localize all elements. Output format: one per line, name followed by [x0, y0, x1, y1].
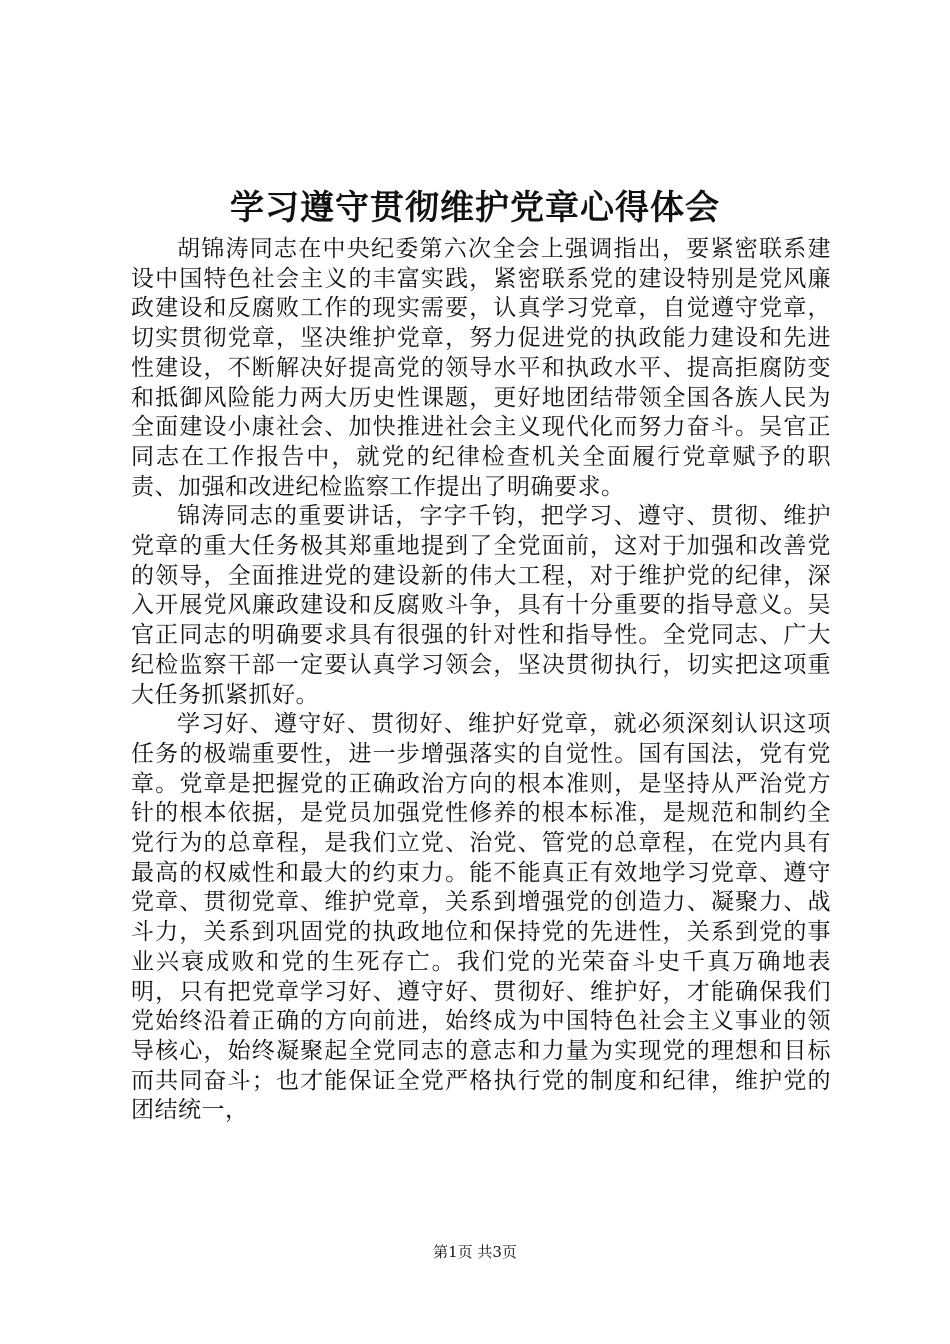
- document-title: 学习遵守贯彻维护党章心得体会: [230, 188, 720, 228]
- paragraph-2: 锦涛同志的重要讲话，字字千钧，把学习、遵守、贯彻、维护党章的重大任务极其郑重地提到了全党面前，这对于加强和改善党的领导，全面推进党的建设新的伟大工程，对于维护党的纪律，深入开展党风廉政建设和反腐败斗争，具有十分重要的指导意义。吴官正同志的明确要求具有很强的针对性和指导性。全党同志、广大纪检监察干部一定要认真学习领会，坚决贯彻执行，切实把这项重大任务抓紧抓好。: [131, 503, 831, 708]
- paragraph-1: 胡锦涛同志在中央纪委第六次全会上强调指出，要紧密联系建设中国特色社会主义的丰富实践，紧密联系党的建设特别是党风廉政建设和反腐败工作的现实需要，认真学习党章，自觉遵守党章，切实贯彻党章，坚决维护党章，努力促进党的执政能力建设和先进性建设，不断解决好提高党的领导水平和执政水平、提高拒腐防变和抵御风险能力两大历史性课题，更好地团结带领全国各族人民为全面建设小康社会、加快推进社会主义现代化而努力奋斗。吴官正同志在工作报告中，就党的纪律检查机关全面履行党章赋予的职责、加强和改进纪检监察工作提出了明确要求。: [131, 236, 831, 500]
- page-footer: 第1页 共3页: [433, 1243, 517, 1261]
- paragraph-3: 学习好、遵守好、贯彻好、维护好党章，就必须深刻认识这项任务的极端重要性，进一步增强落实的自觉性。国有国法，党有党章。党章是把握党的正确政治方向的根本准则，是坚持从严治党方针的根本依据，是党员加强党性修养的根本标准，是规范和制约全党行为的总章程，是我们立党、治党、管党的总章程，在党内具有最高的权威性和最大的约束力。能不能真正有效地学习党章、遵守党章、贯彻党章、维护党章，关系到增强党的创造力、凝聚力、战斗力，关系到巩固党的执政地位和保持党的先进性，关系到党的事业兴衰成败和党的生死存亡。我们党的光荣奋斗史千真万确地表明，只有把党章学习好、遵守好、贯彻好、维护好，才能确保我们党始终沿着正确的方向前进，始终成为中国特色社会主义事业的领导核心，始终凝聚起全党同志的意志和力量为实现党的理想和目标而共同奋斗；也才能保证全党严格执行党的制度和纪律，维护党的团结统一，: [131, 711, 831, 1124]
- document-body: [131, 235, 831, 1126]
